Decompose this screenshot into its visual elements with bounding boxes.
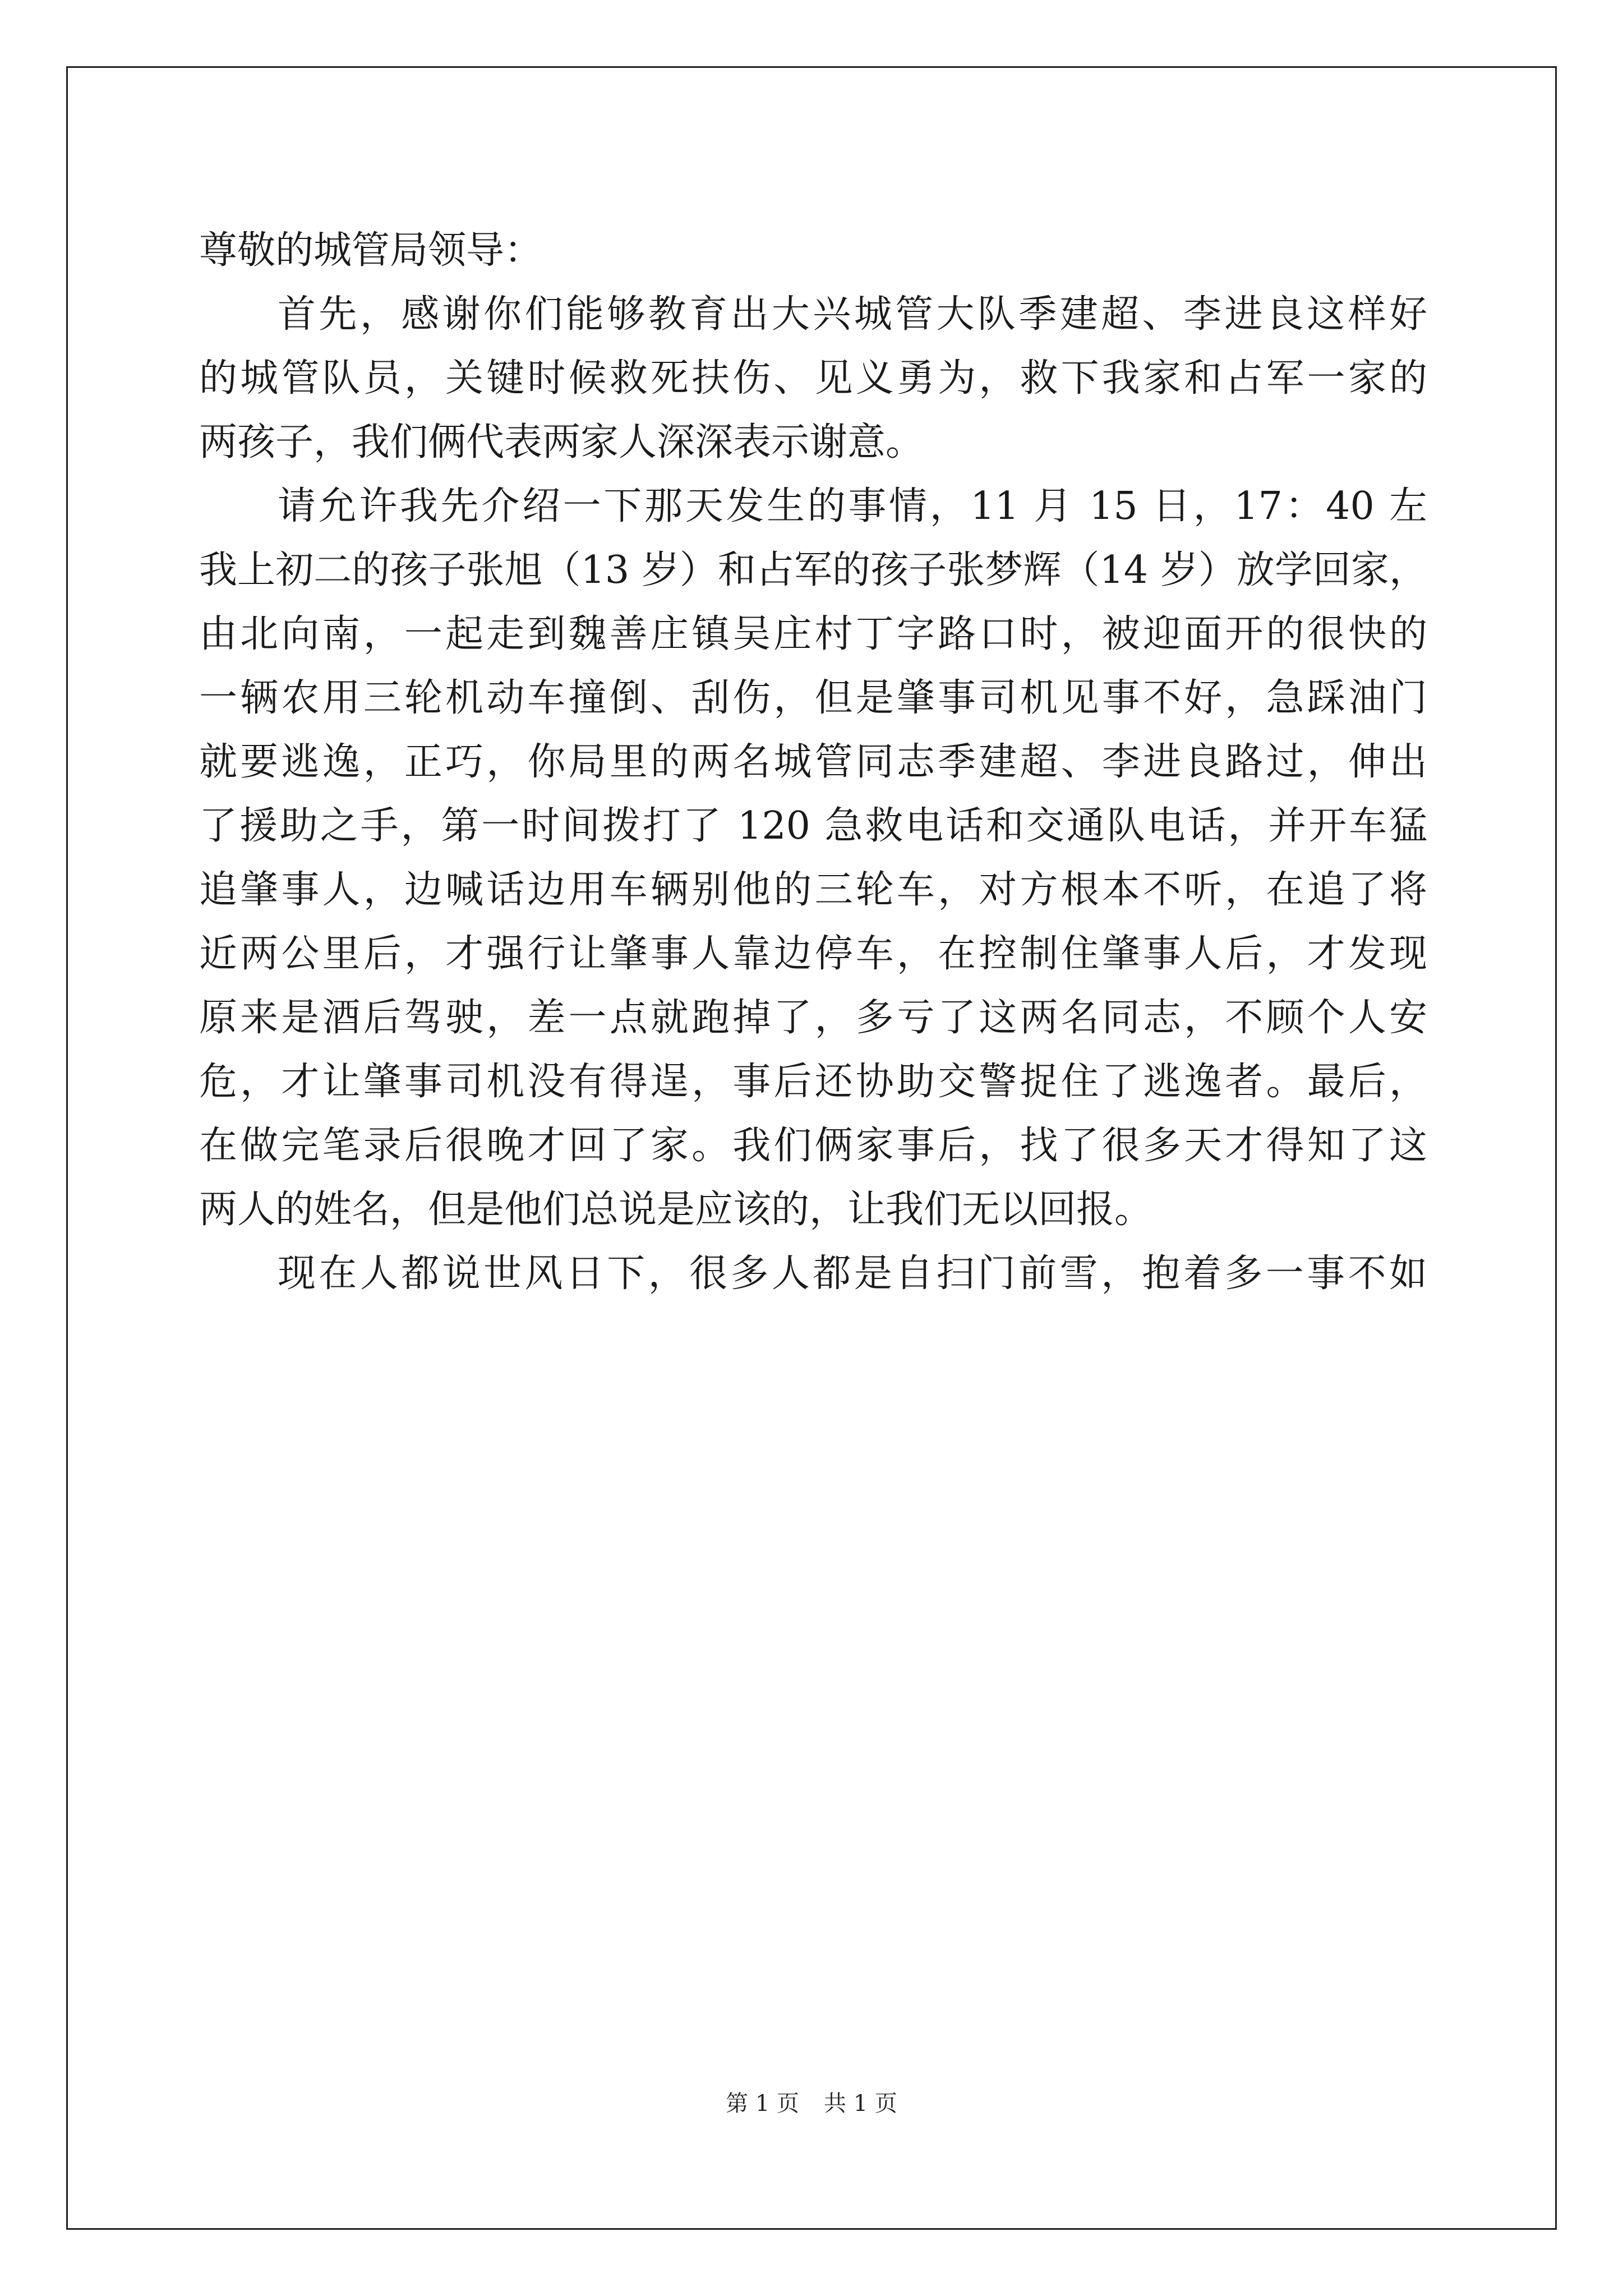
paragraph-2-line-12: 两人的姓名，但是他们总说是应该的，让我们无以回报。 [199, 1188, 1153, 1232]
paragraph-3-line-1: 现在人都说世风日下，很多人都是自扫门前雪，抱着多一事不如 [278, 1251, 1427, 1296]
paragraph-1-line-3: 两孩子，我们俩代表两家人深深表示谢意。 [199, 420, 924, 464]
paragraph-2-line-7: 追肇事人，边喊话边用车辆别他的三轮车，对方根本不听，在追了将 [199, 868, 1427, 912]
paragraph-2-line-8: 近两公里后，才强行让肇事人靠边停车，在控制住肇事人后，才发现 [199, 932, 1427, 976]
paragraph-2-line-2: 我上初二的孩子张旭（13 岁）和占军的孩子张梦辉（14 岁）放学回家， [199, 548, 1427, 592]
paragraph-2-line-5: 就要逃逸，正巧，你局里的两名城管同志季建超、李进良路过，伸出 [199, 740, 1427, 784]
paragraph-2-line-9: 原来是酒后驾驶，差一点就跑掉了，多亏了这两名同志，不顾个人安 [199, 996, 1427, 1040]
paragraph-2-line-10: 危，才让肇事司机没有得逞，事后还协助交警捉住了逃逸者。最后， [199, 1060, 1427, 1104]
paragraph-1-line-2: 的城管队员，关键时候救死扶伤、见义勇为，救下我家和占军一家的 [199, 356, 1427, 401]
page-footer [0, 2087, 1623, 2120]
salutation: 尊敬的城管局领导： [199, 228, 543, 273]
paragraph-2-line-4: 一辆农用三轮机动车撞倒、刮伤，但是肇事司机见事不好，急踩油门 [199, 676, 1427, 720]
document-body [199, 219, 1427, 1306]
page-number: 第 1 页 [726, 2091, 799, 2116]
paragraph-1-line-1: 首先，感谢你们能够教育出大兴城管大队季建超、李进良这样好 [278, 292, 1427, 337]
page-total: 共 1 页 [824, 2091, 897, 2116]
paragraph-2-line-11: 在做完笔录后很晚才回了家。我们俩家事后，找了很多天才得知了这 [199, 1124, 1427, 1168]
paragraph-2-line-1: 请允许我先介绍一下那天发生的事情，11 月 15 日，17：40 左 [278, 484, 1427, 528]
paragraph-2-line-6: 了援助之手，第一时间拨打了 120 急救电话和交通队电话，并开车猛 [199, 804, 1427, 848]
paragraph-2-line-3: 由北向南，一起走到魏善庄镇吴庄村丁字路口时，被迎面开的很快的 [199, 612, 1427, 656]
